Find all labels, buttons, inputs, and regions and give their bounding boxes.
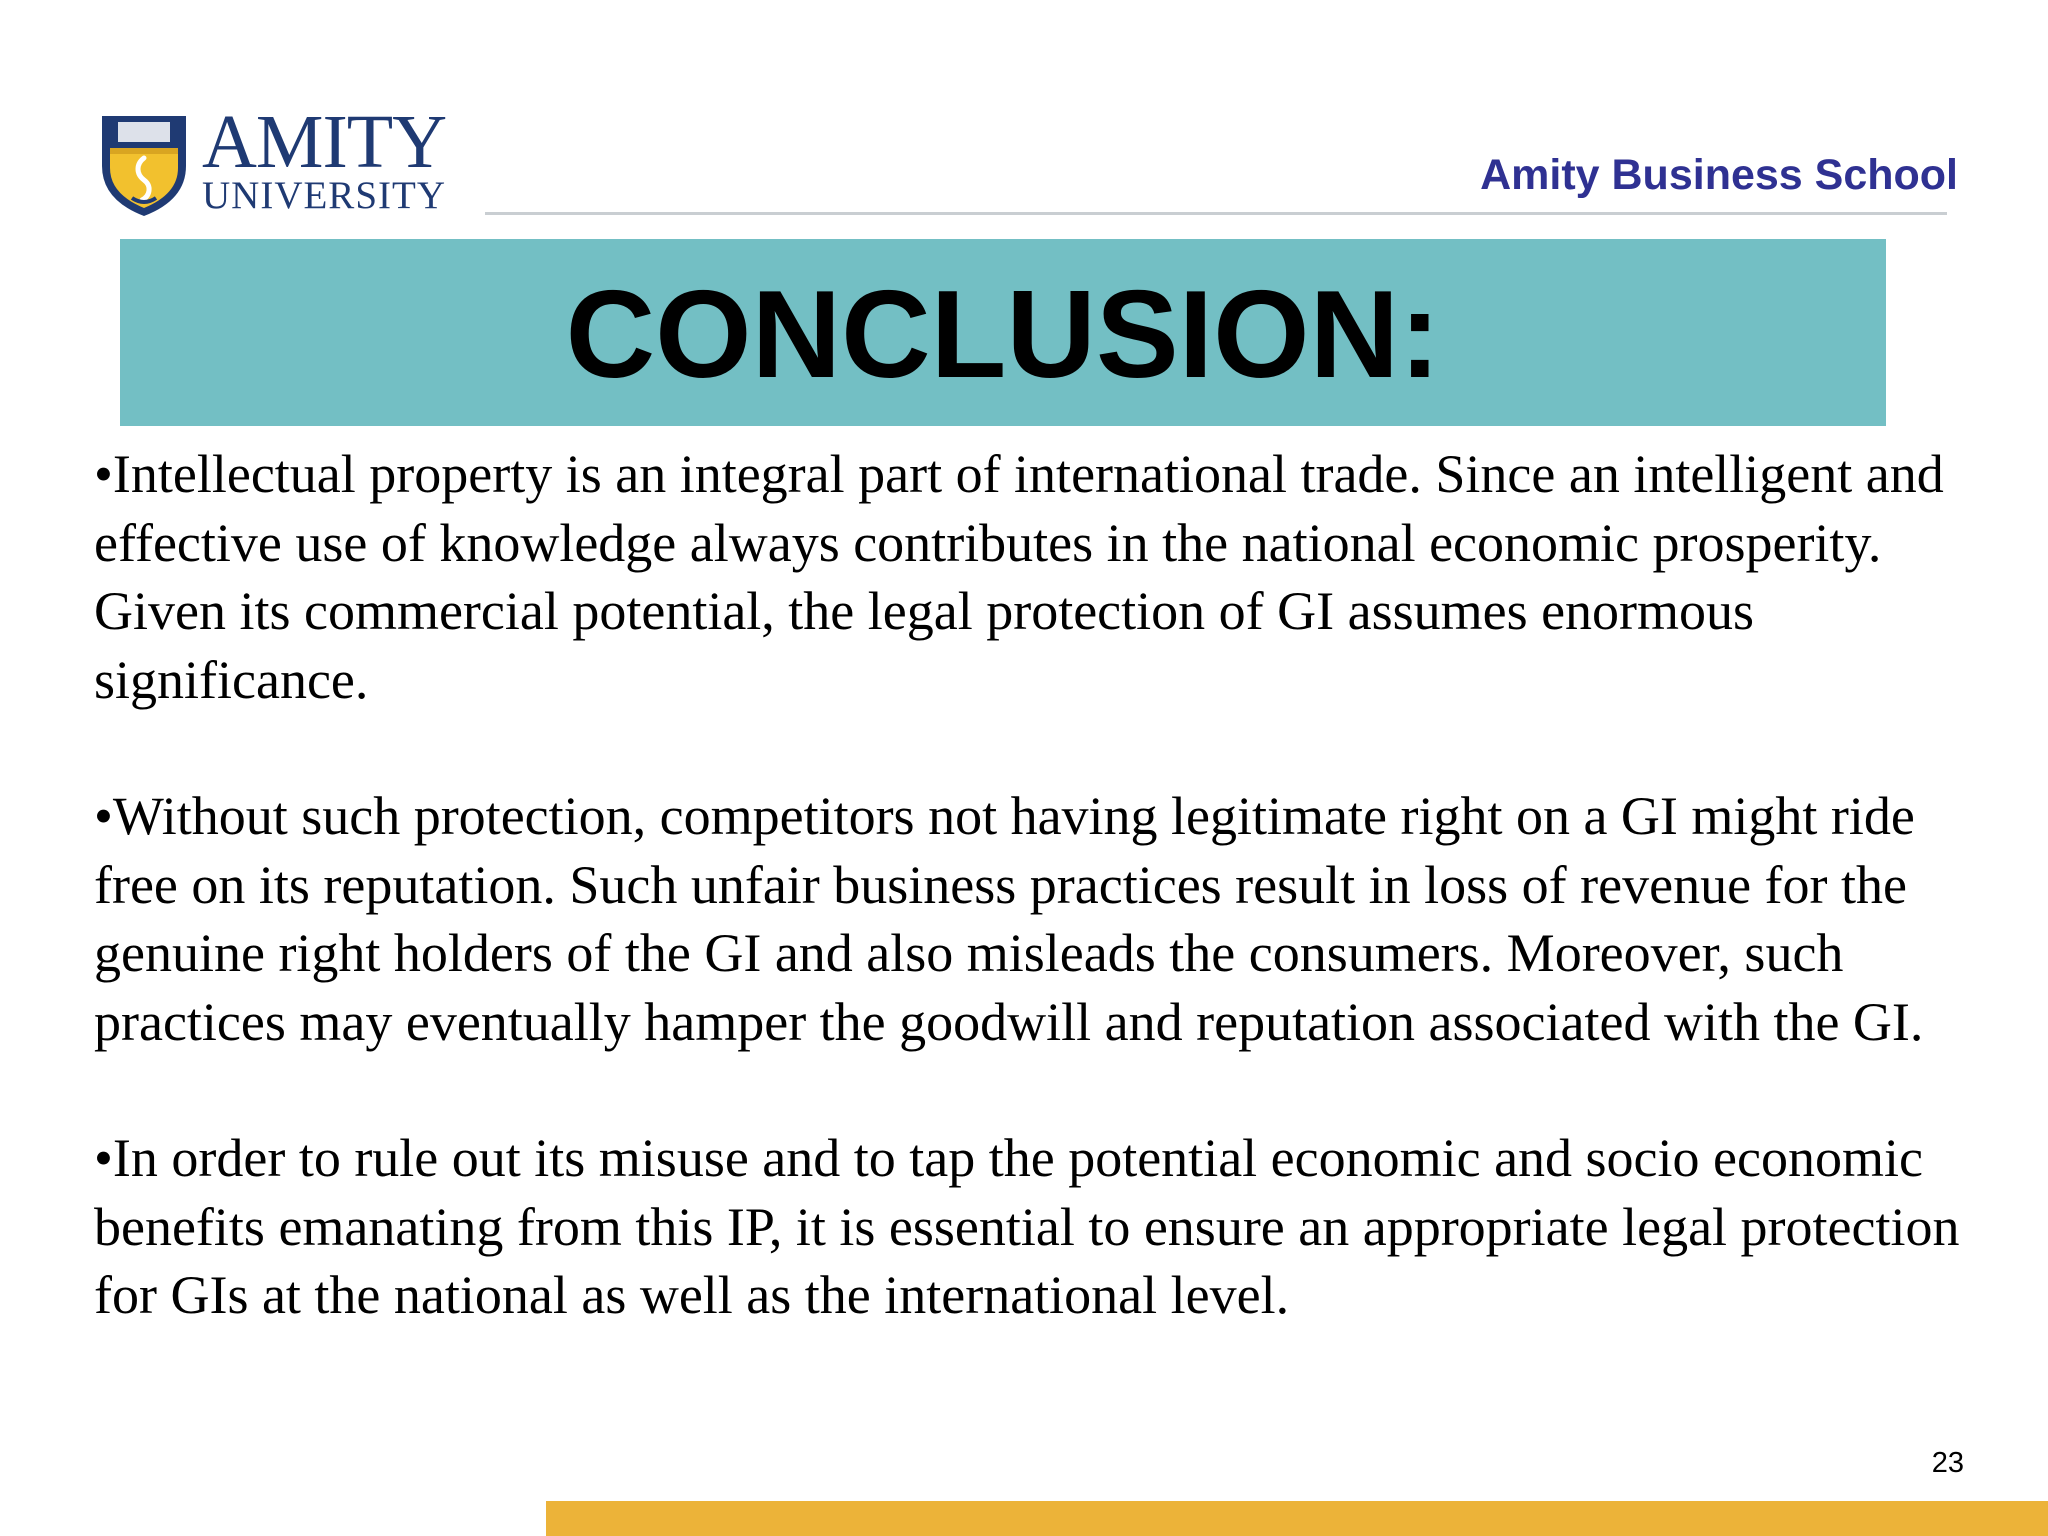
slide-body bbox=[94, 440, 1974, 1330]
page-number: 23 bbox=[1931, 1447, 1964, 1479]
header-divider bbox=[485, 212, 1947, 215]
bullet-paragraph: •In order to rule out its misuse and to tap the potential economic and socio economic benefits emanating from this IP, it is essential to ensure an appropriate legal protection for GIs at the national as well as the international level. bbox=[94, 1128, 1960, 1325]
logo-wordmark: AMITY bbox=[202, 100, 447, 184]
school-name: Amity Business School bbox=[1480, 151, 1958, 199]
amity-shield-emblem-icon bbox=[96, 108, 192, 220]
logo-subtitle: UNIVERSITY bbox=[202, 174, 446, 217]
amity-university-logo bbox=[96, 100, 456, 220]
footer-accent-bar bbox=[546, 1501, 2048, 1536]
title-band bbox=[120, 239, 1886, 426]
bullet-paragraph: •Intellectual property is an integral part of international trade. Since an intelligent and effective use of knowledge always contributes in the national economic prosperity. Given its commercial potential, the legal protection of GI assumes enormous significance. bbox=[94, 444, 1944, 710]
slide-title: CONCLUSION: bbox=[565, 265, 1441, 404]
bullet-paragraph: •Without such protection, competitors not having legitimate right on a GI might ride free on its reputation. Such unfair business practices result in loss of revenue for the genuine right holders of the GI and also misleads the consumers. Moreover, such practices may eventually hamper the goodwill and reputation associated with the GI. bbox=[94, 786, 1924, 1052]
